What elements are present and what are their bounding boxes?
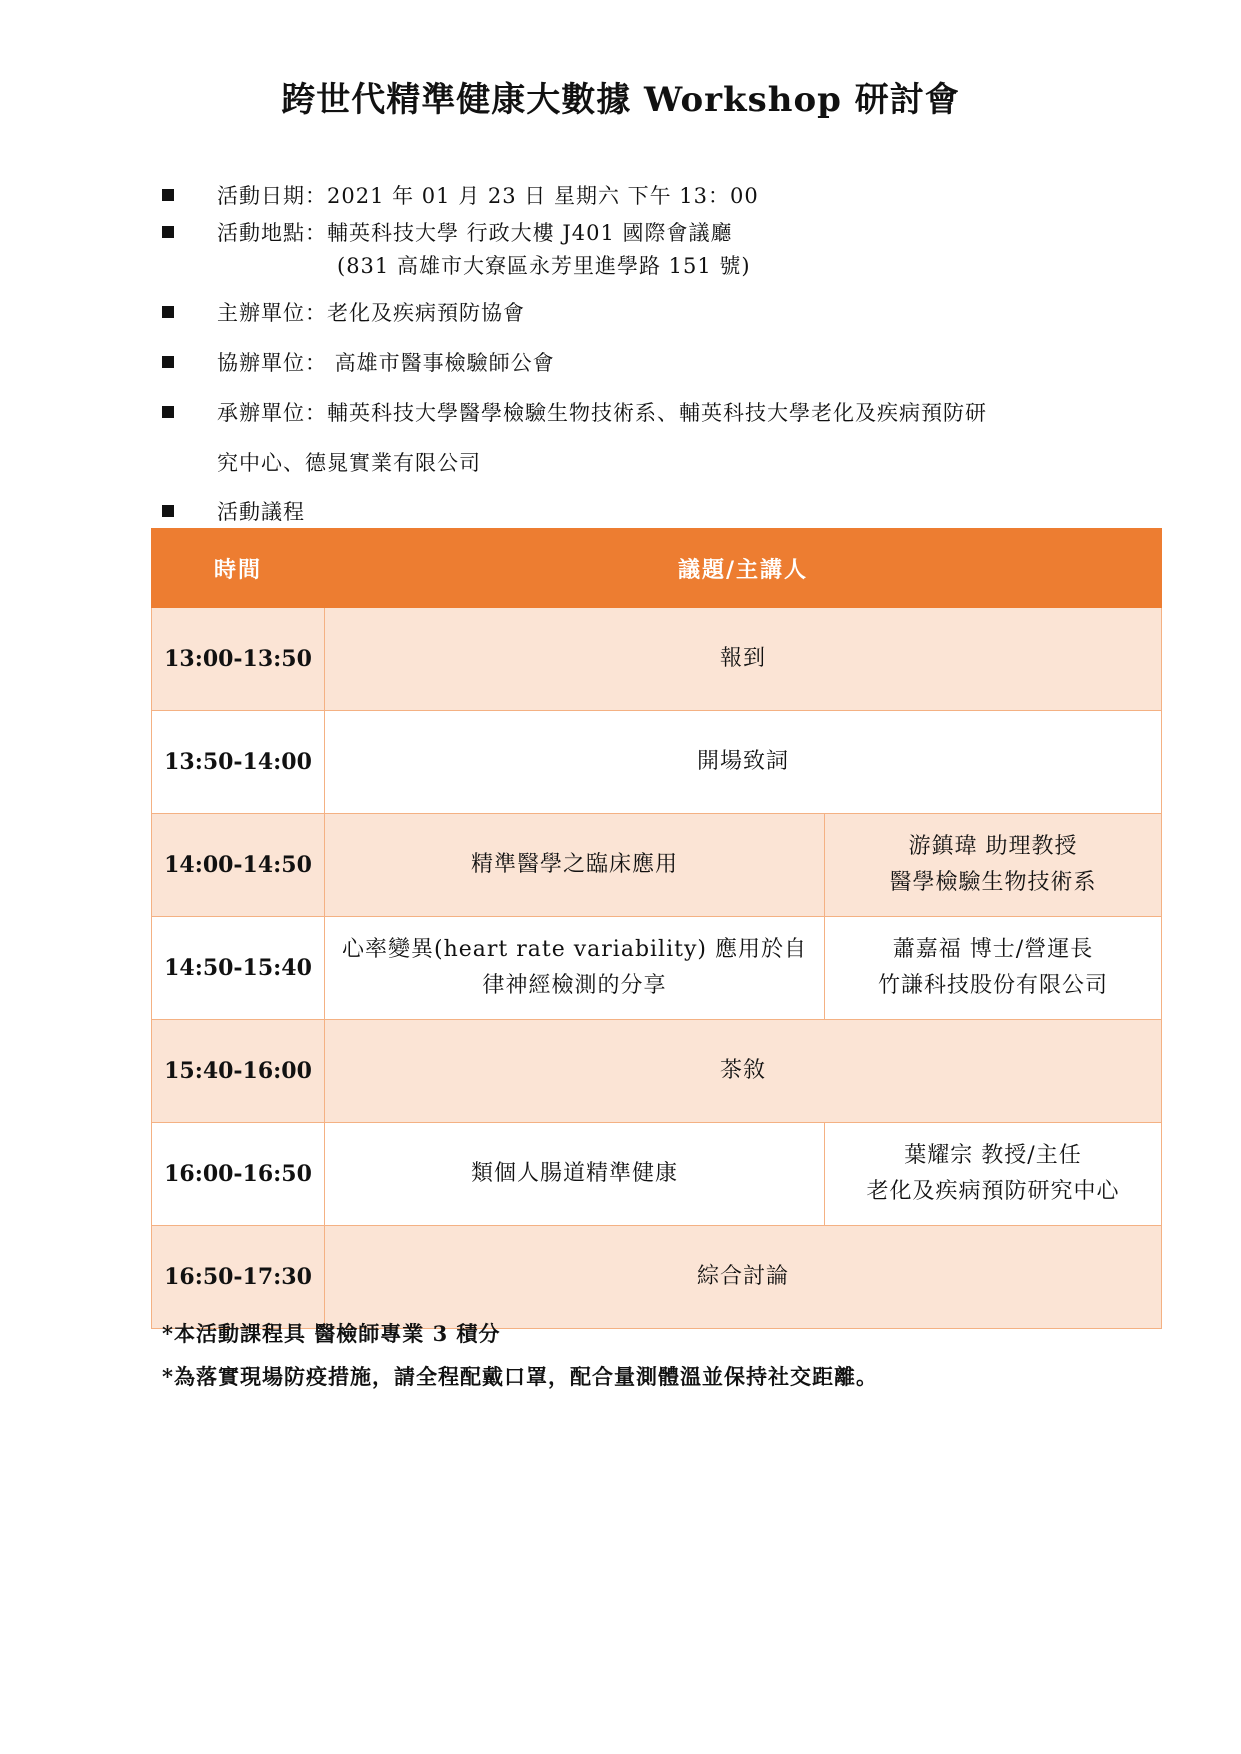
note-safety: *為落實現場防疫措施，請全程配戴口罩，配合量測體溫並保持社交距離。 bbox=[162, 1364, 878, 1389]
agenda-time: 13:00-13:50 bbox=[152, 608, 325, 711]
topic-line: 律神經檢測的分享 bbox=[482, 973, 667, 998]
agenda-speaker bbox=[825, 917, 1162, 1020]
info-host-text: 承辦單位：輔英科技大學醫學檢驗生物技術系、輔英科技大學老化及疾病預防研 bbox=[217, 401, 987, 425]
agenda-topic: 開場致詞 bbox=[325, 711, 1162, 814]
agenda-time: 14:00-14:50 bbox=[152, 814, 325, 917]
agenda-row bbox=[152, 917, 1162, 1020]
agenda-speaker bbox=[825, 814, 1162, 917]
agenda-topic: 精準醫學之臨床應用 bbox=[325, 814, 825, 917]
agenda-time: 16:50-17:30 bbox=[152, 1226, 325, 1329]
agenda-row bbox=[152, 1020, 1162, 1123]
agenda-row bbox=[152, 1226, 1162, 1329]
square-bullet-icon bbox=[162, 505, 174, 517]
agenda-table bbox=[151, 528, 1162, 1329]
agenda-row bbox=[152, 814, 1162, 917]
agenda-topic: 綜合討論 bbox=[325, 1226, 1162, 1329]
agenda-row bbox=[152, 608, 1162, 711]
info-co-organizer bbox=[162, 347, 555, 377]
speaker-name: 葉耀宗 教授/主任 bbox=[904, 1143, 1082, 1168]
agenda-topic: 茶敘 bbox=[325, 1020, 1162, 1123]
page-title: 跨世代精準健康大數據 Workshop 研討會 bbox=[281, 80, 960, 120]
speaker-name: 蕭嘉福 博士/營運長 bbox=[892, 937, 1094, 962]
agenda-row bbox=[152, 711, 1162, 814]
square-bullet-icon bbox=[162, 406, 174, 418]
agenda-topic: 報到 bbox=[325, 608, 1162, 711]
square-bullet-icon bbox=[162, 226, 174, 238]
agenda-time: 14:50-15:40 bbox=[152, 917, 325, 1020]
agenda-topic bbox=[325, 917, 825, 1020]
speaker-affiliation: 老化及疾病預防研究中心 bbox=[866, 1179, 1120, 1204]
agenda-topic: 類個人腸道精準健康 bbox=[325, 1123, 825, 1226]
agenda-speaker bbox=[825, 1123, 1162, 1226]
info-co-organizer-text: 協辦單位： 高雄市醫事檢驗師公會 bbox=[217, 351, 555, 375]
speaker-affiliation: 醫學檢驗生物技術系 bbox=[889, 870, 1097, 895]
info-organizer bbox=[162, 297, 525, 327]
note-credit: *本活動課程具 醫檢師專業 3 積分 bbox=[162, 1321, 501, 1346]
square-bullet-icon bbox=[162, 356, 174, 368]
info-date-text: 活動日期：2021 年 01 月 23 日 星期六 下午 13：00 bbox=[217, 184, 759, 208]
info-host bbox=[162, 397, 987, 427]
info-date bbox=[162, 180, 759, 210]
square-bullet-icon bbox=[162, 306, 174, 318]
agenda-time: 16:00-16:50 bbox=[152, 1123, 325, 1226]
header-time: 時間 bbox=[152, 529, 325, 608]
info-venue-text: 活動地點：輔英科技大學 行政大樓 J401 國際會議廳 bbox=[217, 221, 733, 245]
info-venue-address: (831 高雄市大寮區永芳里進學路 151 號) bbox=[337, 254, 751, 278]
info-agenda-text: 活動議程 bbox=[217, 500, 305, 524]
agenda-time: 13:50-14:00 bbox=[152, 711, 325, 814]
info-organizer-text: 主辦單位：老化及疾病預防協會 bbox=[217, 301, 525, 325]
info-host-continued: 究中心、德晁實業有限公司 bbox=[217, 451, 481, 475]
header-topic: 議題/主講人 bbox=[325, 529, 1162, 608]
speaker-affiliation: 竹謙科技股份有限公司 bbox=[878, 973, 1109, 998]
speaker-name: 游鎮瑋 助理教授 bbox=[908, 834, 1078, 859]
topic-line: 心率變異(heart rate variability) 應用於自 bbox=[342, 937, 807, 962]
info-agenda bbox=[162, 496, 305, 526]
agenda-time: 15:40-16:00 bbox=[152, 1020, 325, 1123]
info-venue bbox=[162, 217, 733, 247]
agenda-row bbox=[152, 1123, 1162, 1226]
square-bullet-icon bbox=[162, 189, 174, 201]
agenda-header-row bbox=[152, 529, 1162, 608]
